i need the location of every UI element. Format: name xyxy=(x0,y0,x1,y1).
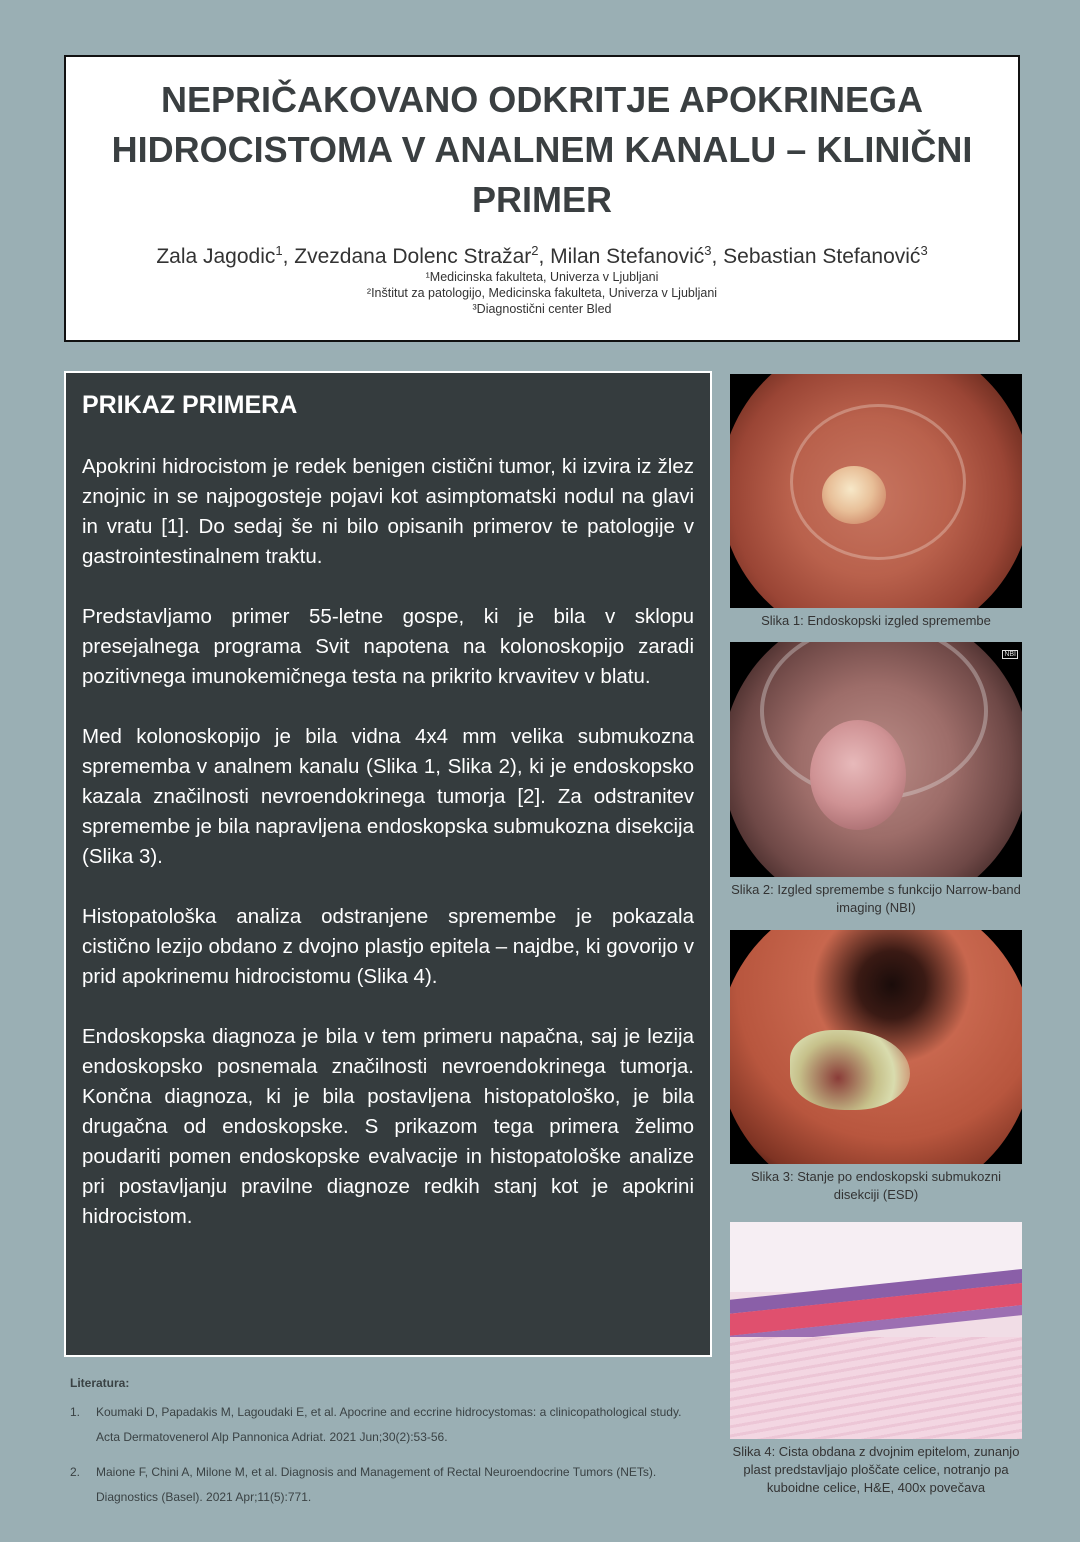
affiliation: ³Diagnostični center Bled xyxy=(472,302,612,316)
nbi-badge: NBI xyxy=(1004,651,1016,658)
figure-caption: Slika 4: Cista obdana z dvojnim epitelom, zunanjo plast predstavljajo ploščate celice, notranjo pa kuboidne celice, H&E, 400x povečava xyxy=(732,1444,1020,1495)
title-line: NEPRIČAKOVANO ODKRITJE APOKRINEGA xyxy=(160,79,924,120)
figure-caption: Slika 1: Endoskopski izgled spremembe xyxy=(761,613,991,628)
poster-title xyxy=(106,75,978,225)
references xyxy=(70,1376,690,1520)
author-name: Zvezdana Dolenc Stražar xyxy=(294,245,532,268)
author-name: Zala Jagodic xyxy=(156,245,276,268)
figure-caption: Slika 3: Stanje po endoskopski submukozni disekciji (ESD) xyxy=(750,1169,1002,1202)
affiliation: ¹Medicinska fakulteta, Univerza v Ljubljani xyxy=(425,270,659,284)
author-affil-mark: 2 xyxy=(531,243,539,258)
reference-text: Koumaki D, Papadakis M, Lagoudaki E, et al. Apocrine and eccrine hidrocystomas: a clinicopathological study. Acta Dermatovenerol Alp Pannonica Adriat. 2021 Jun;30(2):53-56. xyxy=(96,1405,682,1444)
author-sep: , xyxy=(538,245,551,268)
reference-number: 2. xyxy=(70,1465,81,1479)
author-affil-mark: 1 xyxy=(275,243,283,258)
author-sep: , xyxy=(282,245,295,268)
figure-3 xyxy=(730,930,1022,1204)
case-paragraph: Apokrini hidrocistom je redek benigen cistični tumor, ki izvira iz žlez znojnic in se najpogosteje pojavi kot asimptomatski nodul na glavi in vratu [1]. Do sedaj še ni bilo opisanih primerov te patologije v gastrointestinalnem traktu. xyxy=(82,455,694,568)
figure-2 xyxy=(730,642,1022,917)
author-affil-mark: 3 xyxy=(920,243,928,258)
title-line: HIDROCISTOMA V ANALNEM KANALU – KLINIČNI xyxy=(111,129,973,170)
reference-item xyxy=(70,1400,690,1450)
affiliation: ²Inštitut za patologijo, Medicinska fakulteta, Univerza v Ljubljani xyxy=(366,286,718,300)
reference-text: Maione F, Chini A, Milone M, et al. Diagnosis and Management of Rectal Neuroendocrine Tumors (NETs). Diagnostics (Basel). 2021 Apr;11(5):771. xyxy=(96,1465,657,1504)
author-affil-mark: 3 xyxy=(704,243,712,258)
reference-number: 1. xyxy=(70,1405,81,1419)
references-title: Literatura: xyxy=(70,1376,130,1390)
endoscopy-image-3 xyxy=(730,930,1022,1164)
figure-1 xyxy=(730,374,1022,630)
author-name: Sebastian Stefanović xyxy=(723,245,921,268)
case-paragraph: Endoskopska diagnoza je bila v tem primeru napačna, saj je lezija endoskopsko posnemala značilnosti nevroendokrinega tumorja. Končna diagnoza, ki je bila postavljena histopatološko, je bila drugačna od endoskopske. S prikazom tega primera želimo poudariti pomen endoskopske evalvacije in histopatološke analize pri postavljanju pravilne diagnoze redkih stanj kot je apokrini hidrocistom. xyxy=(82,1025,694,1228)
figure-caption: Slika 2: Izgled spremembe s funkcijo Narrow-band imaging (NBI) xyxy=(731,882,1021,915)
endoscopy-image-1 xyxy=(730,374,1022,608)
case-paragraph: Med kolonoskopijo je bila vidna 4x4 mm velika submukozna sprememba v analnem kanalu (Slika 1, Slika 2), ki je endoskopsko kazala značilnosti nevroendokrinega tumorja [2]. Za odstranitev spremembe je bila napravljena endoskopska submukozna disekcija (Slika 3). xyxy=(82,725,694,868)
author-name: Milan Stefanović xyxy=(550,245,705,268)
histology-image xyxy=(730,1222,1022,1439)
reference-item xyxy=(70,1460,690,1510)
endoscopy-image-2 xyxy=(730,642,1022,877)
title-line: PRIMER xyxy=(471,179,612,220)
author-sep: , xyxy=(711,245,724,268)
poster-header xyxy=(64,55,1020,342)
reference-list xyxy=(70,1400,690,1510)
section-heading: PRIKAZ PRIMERA xyxy=(82,391,298,419)
figure-4 xyxy=(730,1222,1022,1497)
case-report-panel xyxy=(64,371,712,1357)
case-paragraph: Histopatološka analiza odstranjene spremembe je pokazala cistično lezijo obdano z dvojno plastjo epitela – najdbe, ki govorijo v prid apokrinemu hidrocistomu (Slika 4). xyxy=(82,905,694,988)
case-paragraph: Predstavljamo primer 55-letne gospe, ki je bila v sklopu presejalnega programa Svit napotena na kolonoskopijo zaradi pozitivnega imunokemičnega testa na prikrito krvavitev v blatu. xyxy=(82,605,694,688)
author-list xyxy=(66,243,1018,269)
